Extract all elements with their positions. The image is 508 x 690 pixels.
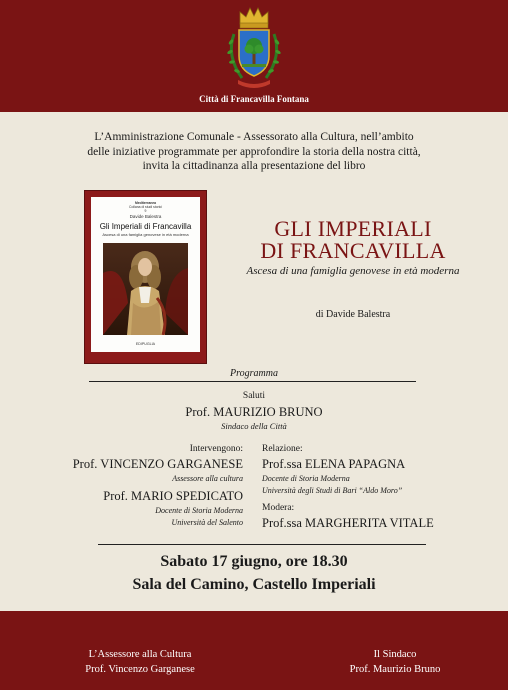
cover-subtitle: Ascesa di una famiglia genovese in età moderna [102,232,189,237]
book-cover [84,190,207,364]
event-date: Sabato 17 giugno, ore 18.30 [160,553,348,570]
book-cover-panel [91,197,200,352]
intro-line: L’Amministrazione Comunale - Assessorato alla Cultura, nell’ambito [94,131,414,143]
divider [98,544,426,545]
speaker-name: Prof. VINCENZO GARGANESE [72,457,243,471]
program-heading: Programma [230,368,278,379]
speaker-role: Assessore alla cultura [172,474,243,483]
intro-line: invita la cittadinanza alla presentazione del libro [142,160,366,172]
book-title-line: GLI IMPERIALI [274,216,432,241]
relatore-affiliation: Università degli Studi di Bari “Aldo Moro” [262,486,403,495]
footer-role: L’Assessore alla Cultura [88,649,192,660]
cover-author: Davide Balestra [129,214,162,219]
city-name: Città di Francavilla Fontana [199,94,309,104]
intervengono-label: Intervengono: [189,444,243,454]
book-subtitle: Ascesa di una famiglia genovese in età moderna [246,265,460,277]
cover-series-number: 9 [144,209,147,213]
book-author: di Davide Balestra [315,309,391,320]
footer-name: Prof. Maurizio Bruno [349,664,441,675]
portrait-painting-image [103,243,188,335]
intro-line: delle iniziative programmate per approfondire la storia della nostra città, [87,145,421,158]
header-band [0,0,508,112]
speaker-role: Docente di Storia Moderna [155,506,243,515]
relatore-name: Prof.ssa ELENA PAPAGNA [262,457,406,471]
speaker-name: Prof. MARIO SPEDICATO [103,489,243,503]
intro-text [40,130,468,174]
modera-label: Modera: [262,503,295,513]
relazione-label: Relazione: [262,444,303,454]
book-title [228,218,478,262]
moderatore-name: Prof.ssa MARGHERITA VITALE [262,516,434,530]
cover-series-desc: Collana di studi storici [129,205,162,209]
cover-series [91,201,200,213]
footer-assessore [50,647,230,677]
mayor-name: Prof. MAURIZIO BRUNO [185,405,323,419]
cover-title: Gli Imperiali di Francavilla [99,222,192,231]
relatore-role: Docente di Storia Moderna [262,474,350,483]
mayor-role: Sindaco della Città [221,421,287,431]
speaker-affiliation: Università del Salento [171,518,243,527]
event-venue: Sala del Camino, Castello Imperiali [132,576,376,593]
footer-name: Prof. Vincenzo Garganese [85,664,195,675]
cover-series-name: Mediterranea [134,201,157,205]
city-coat-of-arms-icon [222,4,286,90]
book-title-line: DI FRANCAVILLA [260,238,446,263]
saluti-label: Saluti [242,391,266,401]
footer-role: Il Sindaco [373,649,417,660]
footer-sindaco [320,647,470,677]
divider [89,381,416,382]
cover-publisher: EDIPUGLIA [135,342,156,346]
